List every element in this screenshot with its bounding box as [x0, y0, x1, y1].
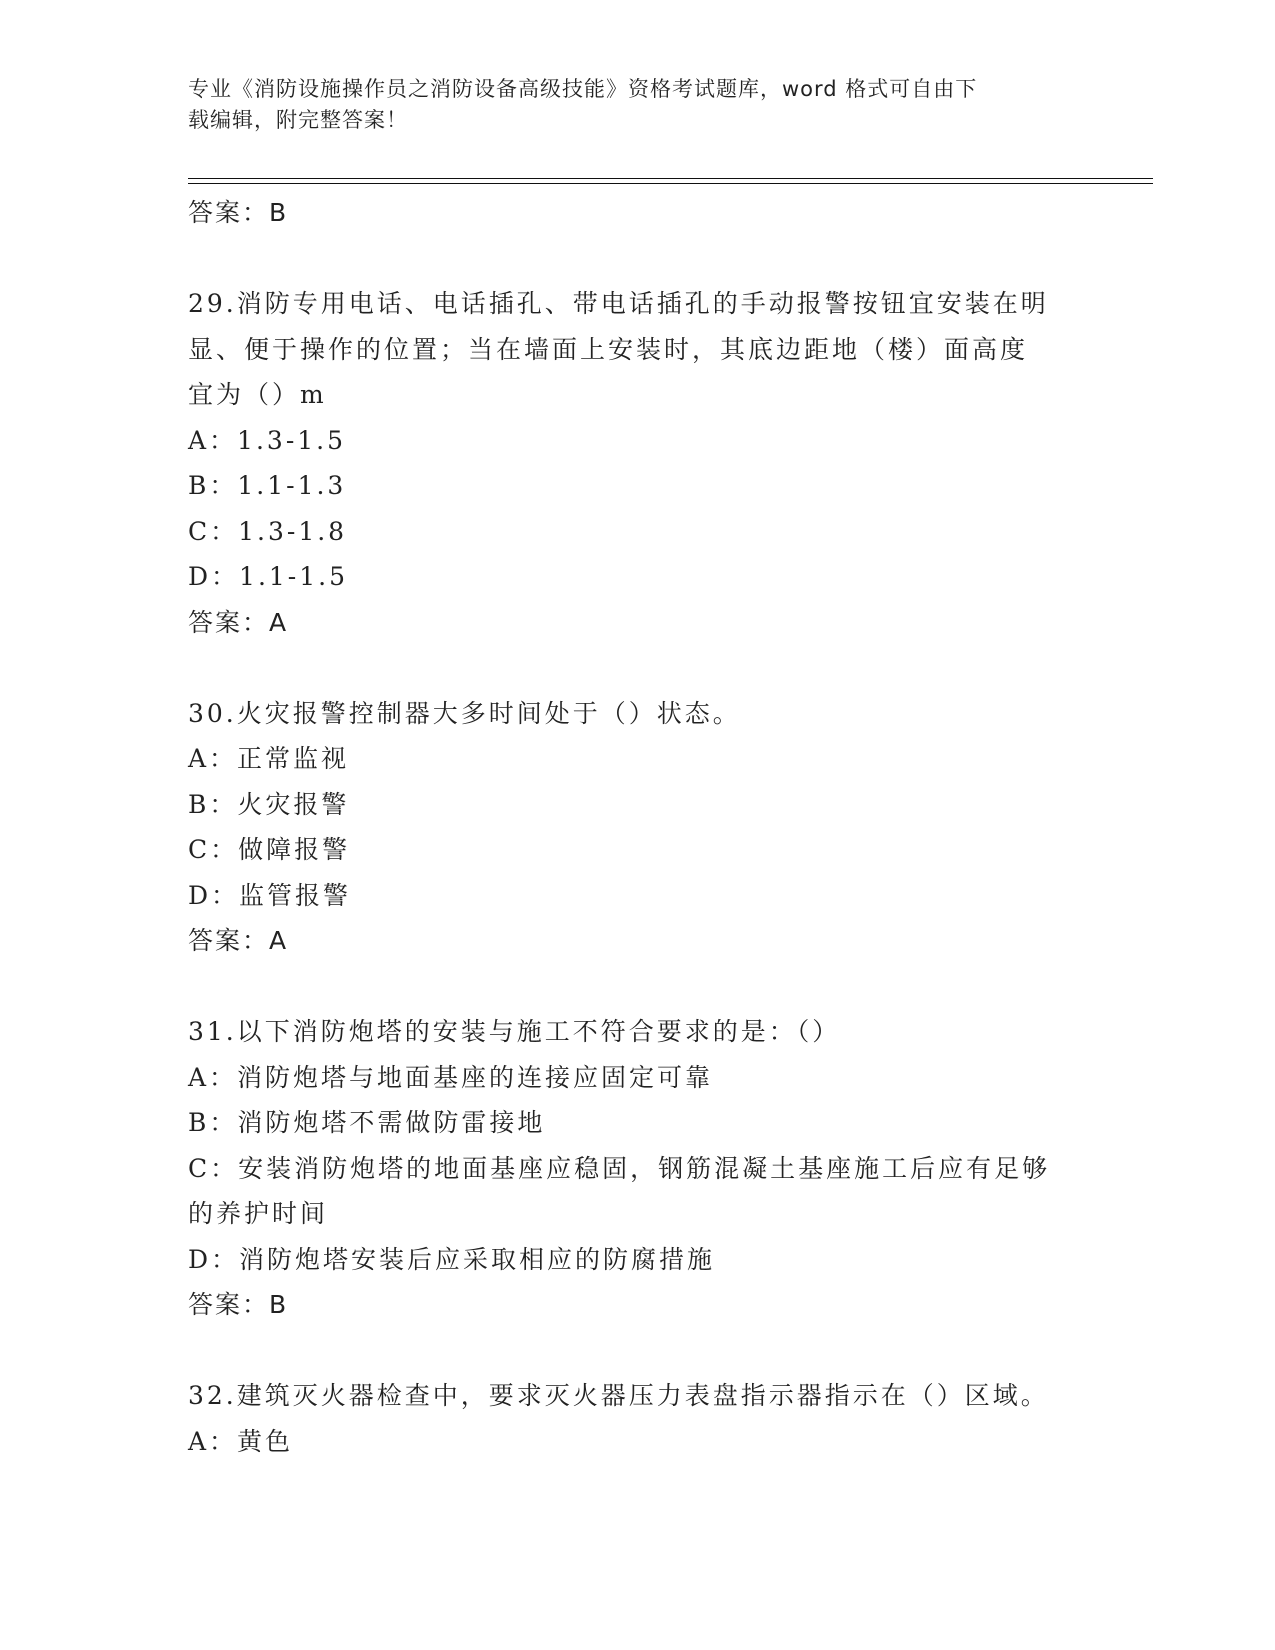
question-31 — [188, 1009, 1088, 1328]
question-32 — [188, 1373, 1088, 1464]
option-c-continued: 的养护时间 — [188, 1199, 329, 1228]
option-d: D：消防炮塔安装后应采取相应的防腐措施 — [188, 1244, 716, 1274]
option-b: B：火灾报警 — [188, 789, 350, 819]
question-29 — [188, 281, 1088, 645]
spacer — [188, 645, 1088, 691]
option-b: B：1.1-1.3 — [188, 471, 347, 500]
question-stem-line: 32.建筑灭火器检查中，要求灭火器压力表盘指示器指示在（）区域。 — [188, 1381, 1049, 1410]
document-header — [188, 74, 1068, 136]
option-d: D：监管报警 — [188, 880, 352, 910]
question-stem-line: 30.火灾报警控制器大多时间处于（）状态。 — [188, 698, 741, 728]
option-a: A：1.3-1.5 — [188, 425, 347, 455]
option-a: A：黄色 — [188, 1426, 294, 1456]
option-c: C：安装消防炮塔的地面基座应稳固，钢筋混凝土基座施工后应有足够 — [188, 1153, 1051, 1183]
question-stem-line: 29.消防专用电话、电话插孔、带电话插孔的手动报警按钮宜安装在明 — [188, 289, 1049, 318]
question-stem-line: 31.以下消防炮塔的安装与施工不符合要求的是：（） — [188, 1017, 841, 1046]
option-c: C：做障报警 — [188, 835, 351, 864]
spacer — [188, 236, 1088, 282]
question-content — [188, 190, 1088, 1464]
option-a: A：正常监视 — [188, 744, 350, 773]
question-30 — [188, 691, 1088, 964]
answer: 答案：A — [188, 607, 289, 637]
header-rule-top — [188, 178, 1153, 179]
option-b: B：消防炮塔不需做防雷接地 — [188, 1108, 546, 1137]
previous-answer: 答案：B — [188, 198, 289, 227]
answer: 答案：A — [188, 926, 289, 955]
question-stem-line: 宜为（）m — [188, 380, 327, 409]
answer: 答案：B — [188, 1290, 289, 1319]
spacer — [188, 1328, 1088, 1374]
header-line-2: 载编辑，附完整答案！ — [188, 108, 408, 132]
question-stem-line: 显、便于操作的位置；当在墙面上安装时，其底边距地（楼）面高度 — [188, 334, 1029, 364]
option-a: A：消防炮塔与地面基座的连接应固定可靠 — [188, 1062, 714, 1092]
option-d: D：1.1-1.5 — [188, 562, 349, 591]
header-rule-bottom — [188, 183, 1153, 184]
option-c: C：1.3-1.8 — [188, 516, 348, 546]
header-line-1: 专业《消防设施操作员之消防设备高级技能》资格考试题库，word 格式可自由下 — [188, 77, 978, 101]
spacer — [188, 964, 1088, 1010]
